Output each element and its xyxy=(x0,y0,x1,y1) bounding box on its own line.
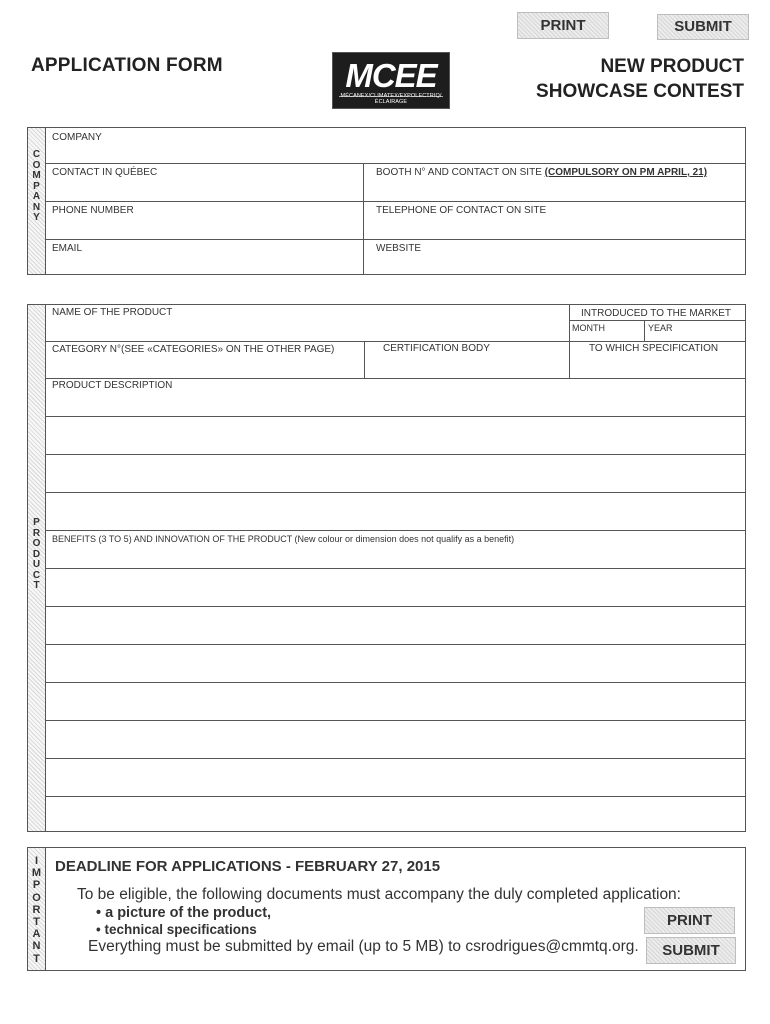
divider xyxy=(46,492,745,493)
benefits-field[interactable]: BENEFITS (3 TO 5) AND INNOVATION OF THE PRODUCT (New colour or dimension does not qualify as a benefit) xyxy=(52,534,515,544)
contest-title-line1: NEW PRODUCT xyxy=(600,56,744,77)
contact-quebec-field[interactable]: CONTACT IN QUÉBEC xyxy=(52,167,158,178)
phone-field[interactable]: PHONE NUMBER xyxy=(52,205,134,216)
category-field[interactable]: CATEGORY N°(SEE «CATEGORIES» ON THE OTHER PAGE) xyxy=(52,344,335,355)
eligibility-text: To be eligible, the following documents must accompany the duly completed application: xyxy=(77,886,681,903)
divider xyxy=(46,163,745,164)
divider xyxy=(46,796,745,797)
divider xyxy=(46,341,745,342)
logo-subtext: MÉCANEX/CLIMATEX/EXPOLECTRIQ/ÉCLAIRAGE xyxy=(340,93,442,105)
divider xyxy=(46,644,745,645)
logo-text: MCEE xyxy=(345,57,437,94)
product-section xyxy=(27,304,746,832)
divider xyxy=(46,416,745,417)
site-phone-field[interactable]: TELEPHONE OF CONTACT ON SITE xyxy=(376,205,547,216)
submit-button-bottom[interactable]: SUBMIT xyxy=(646,937,736,964)
divider xyxy=(46,454,745,455)
important-side-label xyxy=(28,848,46,970)
divider xyxy=(364,341,365,378)
year-field[interactable]: YEAR xyxy=(648,323,673,333)
divider xyxy=(46,606,745,607)
booth-compulsory-note: (COMPULSORY ON PM APRIL, 21) xyxy=(544,167,708,178)
print-button-top[interactable]: PRINT xyxy=(517,12,609,39)
divider xyxy=(644,320,645,341)
website-field[interactable]: WEBSITE xyxy=(376,243,422,254)
divider xyxy=(46,239,745,240)
divider xyxy=(363,163,364,274)
divider xyxy=(46,378,745,379)
requirement-picture: • a picture of the product, xyxy=(96,905,272,921)
email-field[interactable]: EMAIL xyxy=(52,243,83,254)
product-side-label xyxy=(28,305,46,831)
divider xyxy=(46,758,745,759)
divider xyxy=(46,568,745,569)
print-button-bottom[interactable]: PRINT xyxy=(644,907,735,934)
mcee-logo xyxy=(332,52,450,109)
product-side-text: P R O D U C T xyxy=(32,517,41,591)
booth-contact-field[interactable] xyxy=(376,167,707,178)
contest-title-line2: SHOWCASE CONTEST xyxy=(536,81,744,102)
product-name-field[interactable]: NAME OF THE PRODUCT xyxy=(52,307,173,318)
divider xyxy=(46,720,745,721)
company-section xyxy=(27,127,746,275)
divider xyxy=(46,682,745,683)
important-side-text: I M P O R T A N T xyxy=(31,855,42,965)
company-side-label xyxy=(28,128,46,274)
form-title: APPLICATION FORM xyxy=(31,55,223,76)
introduced-label: INTRODUCED TO THE MARKET xyxy=(581,308,732,319)
divider xyxy=(46,201,745,202)
divider xyxy=(569,320,745,321)
month-field[interactable]: MONTH xyxy=(572,323,605,333)
certification-field[interactable]: CERTIFICATION BODY xyxy=(383,343,490,354)
divider xyxy=(46,530,745,531)
company-side-text: C O M P A N Y xyxy=(32,149,41,223)
booth-contact-label: BOOTH N° AND CONTACT ON SITE xyxy=(376,167,542,178)
deadline-heading: DEADLINE FOR APPLICATIONS - FEBRUARY 27, 2015 xyxy=(55,858,441,875)
requirement-specs: • technical specifications xyxy=(96,922,257,937)
submission-instructions: Everything must be submitted by email (up to 5 MB) to csrodrigues@cmmtq.org. xyxy=(88,938,639,955)
description-field[interactable]: PRODUCT DESCRIPTION xyxy=(52,380,173,391)
contest-title xyxy=(536,54,744,104)
specification-field[interactable]: TO WHICH SPECIFICATION xyxy=(589,343,719,354)
submit-button-top[interactable]: SUBMIT xyxy=(657,14,749,40)
company-field[interactable]: COMPANY xyxy=(52,132,102,143)
